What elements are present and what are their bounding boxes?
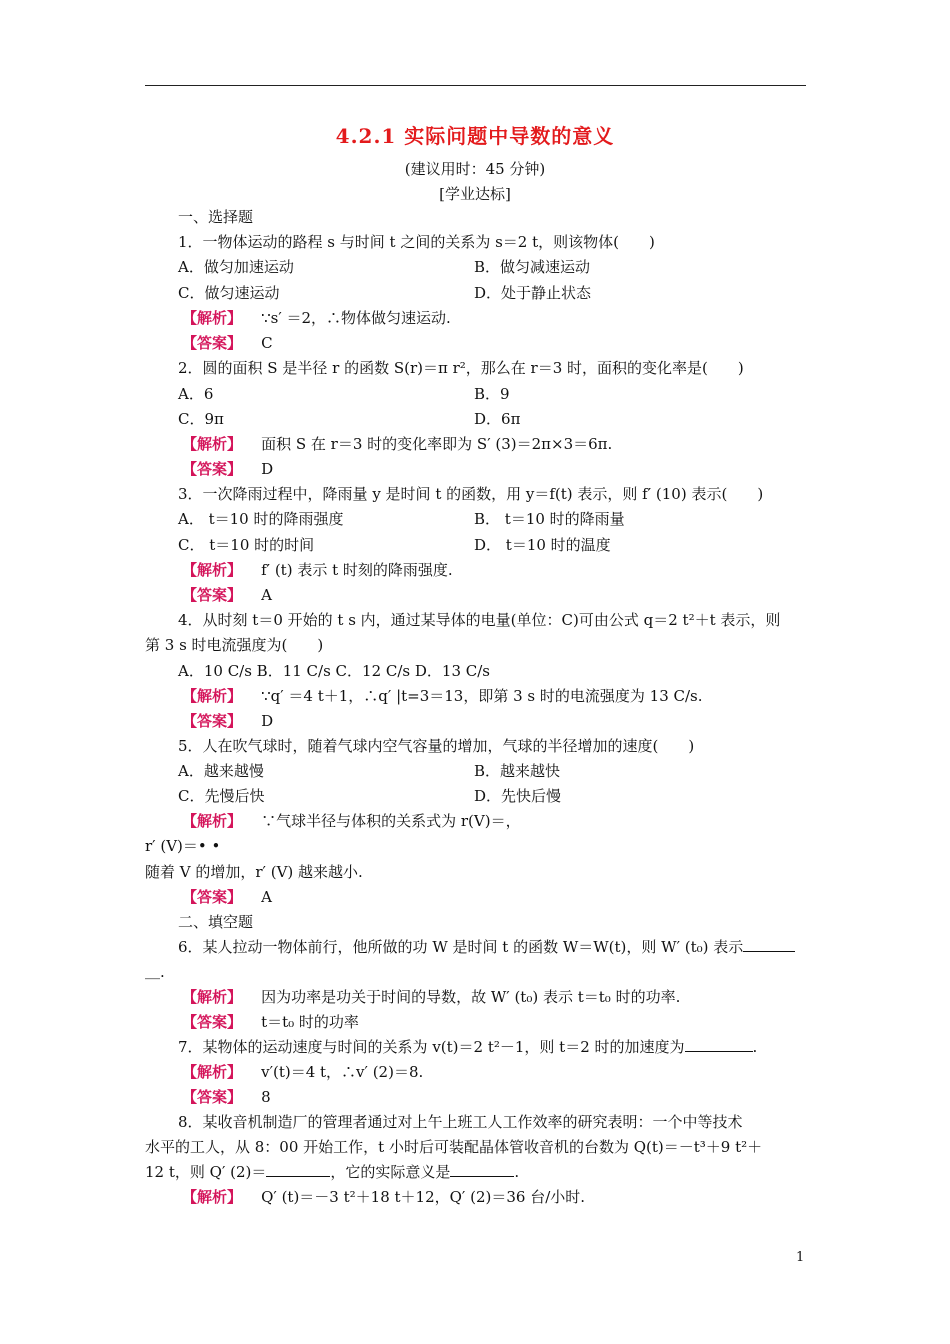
q5-answer xyxy=(182,887,272,907)
analysis-label: 【解析】 xyxy=(182,988,243,1006)
q7-stem-text: 7．某物体的运动速度与时间的关系为 v(t)＝2 t²－1，则 t＝2 时的加速度为 xyxy=(178,1038,685,1056)
q1-answer xyxy=(182,333,273,353)
q7-answer xyxy=(182,1087,271,1107)
page-title: 4.2.1 实际问题中导数的意义 xyxy=(335,124,615,148)
q3-answer-text: A xyxy=(261,586,272,604)
q6-stem-text: 6．某人拉动一物体前行，他所做的功 W 是时间 t 的函数 W＝W(t)，则 W′ (t₀) 表示 xyxy=(178,938,744,956)
q5-option-a: A．越来越慢 xyxy=(178,762,264,780)
q1-answer-text: C xyxy=(261,334,273,352)
q5-option-d: D．先快后慢 xyxy=(474,787,562,805)
q4-stem-line2: 第 3 s 时电流强度为( ) xyxy=(145,636,324,654)
suggested-time: (建议用时：45 分钟) xyxy=(404,160,546,178)
q2-stem: 2．圆的面积 S 是半径 r 的函数 S(r)＝π r²，那么在 r＝3 时，面积的变化率是( ) xyxy=(178,359,744,377)
q8-analysis-text: Q′ (t)＝－3 t²＋18 t＋12，Q′ (2)＝36 台/小时. xyxy=(261,1188,586,1206)
q6-analysis xyxy=(182,987,680,1007)
analysis-label: 【解析】 xyxy=(182,435,243,453)
q3-analysis xyxy=(182,560,453,580)
q5-analysis-line2: r′ (V)＝• • xyxy=(145,837,221,855)
q1-option-d: D．处于静止状态 xyxy=(474,284,592,302)
analysis-label: 【解析】 xyxy=(182,1063,243,1081)
q5-analysis xyxy=(182,811,521,831)
q3-option-d: D． t＝10 时的温度 xyxy=(474,536,611,554)
analysis-label: 【解析】 xyxy=(182,812,243,830)
q5-analysis-line3: 随着 V 的增加，r′ (V) 越来越小. xyxy=(145,863,363,881)
q1-option-b: B．做匀减速运动 xyxy=(474,258,591,276)
answer-label: 【答案】 xyxy=(182,586,243,604)
q2-option-b: B．9 xyxy=(474,385,510,403)
q7-answer-text: 8 xyxy=(261,1088,271,1106)
page-number: 1 xyxy=(796,1250,805,1265)
analysis-label: 【解析】 xyxy=(182,1188,243,1206)
q5-option-c: C．先慢后快 xyxy=(178,787,265,805)
q2-analysis xyxy=(182,434,612,454)
answer-label: 【答案】 xyxy=(182,888,243,906)
q6-blank xyxy=(743,937,795,952)
analysis-label: 【解析】 xyxy=(182,561,243,579)
q6-analysis-text: 因为功率是功关于时间的导数，故 W′ (t₀) 表示 t＝t₀ 时的功率. xyxy=(261,988,681,1006)
q8-stem-part2: ，它的实际意义是 xyxy=(330,1163,451,1181)
section-heading-fill: 二、填空题 xyxy=(178,913,254,931)
header-rule xyxy=(145,85,806,86)
q4-analysis xyxy=(182,686,703,706)
q3-option-b: B． t＝10 时的降雨量 xyxy=(474,510,625,528)
q5-analysis-text: ∵气球半径与体积的关系式为 r(V)＝， xyxy=(261,812,521,830)
q7-blank xyxy=(685,1037,753,1052)
q1-analysis xyxy=(182,308,451,328)
q2-answer xyxy=(182,459,273,479)
answer-label: 【答案】 xyxy=(182,460,243,478)
q3-option-a: A． t＝10 时的降雨强度 xyxy=(178,510,344,528)
q4-answer xyxy=(182,711,273,731)
q8-analysis xyxy=(182,1187,585,1207)
q6-stem-tail: ＿. xyxy=(145,963,165,981)
section-tag: [学业达标] xyxy=(439,185,511,203)
q2-option-d: D．6π xyxy=(474,410,521,428)
section-heading-choice: 一、选择题 xyxy=(178,208,254,226)
q7-analysis-text: v′(t)＝4 t，∴v′ (2)＝8. xyxy=(261,1063,424,1081)
q8-stem-line1: 8．某收音机制造厂的管理者通过对上午上班工人工作效率的研究表明：一个中等技术 xyxy=(178,1113,743,1131)
q3-option-c: C． t＝10 时的时间 xyxy=(178,536,315,554)
q3-answer xyxy=(182,585,272,605)
q2-answer-text: D xyxy=(261,460,274,478)
analysis-label: 【解析】 xyxy=(182,687,243,705)
q8-blank-1 xyxy=(266,1162,330,1177)
q6-stem xyxy=(178,937,795,957)
q6-answer-text: t＝t₀ 时的功率 xyxy=(261,1013,359,1031)
q4-answer-text: D xyxy=(261,712,274,730)
q7-analysis xyxy=(182,1062,423,1082)
q4-stem-line1: 4．从时刻 t＝0 开始的 t s 内，通过某导体的电量(单位：C)可由公式 q＝2 t²＋t 表示，则 xyxy=(178,611,781,629)
answer-label: 【答案】 xyxy=(182,334,243,352)
analysis-label: 【解析】 xyxy=(182,309,243,327)
answer-label: 【答案】 xyxy=(182,712,243,730)
q1-option-a: A．做匀加速运动 xyxy=(178,258,294,276)
q3-stem: 3．一次降雨过程中，降雨量 y 是时间 t 的函数，用 y＝f(t) 表示，则 f′ (10) 表示( ) xyxy=(178,485,764,503)
q5-answer-text: A xyxy=(261,888,272,906)
q8-stem-part1: 12 t，则 Q′ (2)＝ xyxy=(145,1163,267,1181)
q8-stem-line3: 12 t，则 Q′ (2)＝ ，它的实际意义是 . xyxy=(145,1163,520,1181)
q5-option-b: B．越来越快 xyxy=(474,762,561,780)
q1-option-c: C．做匀速运动 xyxy=(178,284,280,302)
q2-analysis-text: 面积 S 在 r＝3 时的变化率即为 S′ (3)＝2π×3＝6π. xyxy=(261,435,613,453)
q4-analysis-text: ∵q′ ＝4 t＋1，∴q′ |t=3＝13，即第 3 s 时的电流强度为 13 C/s. xyxy=(261,687,703,705)
q1-analysis-text: ∵s′ ＝2，∴物体做匀速运动. xyxy=(261,309,451,327)
q1-stem: 1．一物体运动的路程 s 与时间 t 之间的关系为 s＝2 t，则该物体( ) xyxy=(178,233,655,251)
q4-options: A．10 C/s B．11 C/s C．12 C/s D．13 C/s xyxy=(178,662,490,680)
q8-blank-2 xyxy=(450,1162,514,1177)
q2-option-a: A．6 xyxy=(178,385,214,403)
q5-stem: 5．人在吹气球时，随着气球内空气容量的增加，气球的半径增加的速度( ) xyxy=(178,737,695,755)
answer-label: 【答案】 xyxy=(182,1013,243,1031)
q3-analysis-text: f′ (t) 表示 t 时刻的降雨强度. xyxy=(261,561,453,579)
q2-option-c: C．9π xyxy=(178,410,224,428)
q6-answer xyxy=(182,1012,359,1032)
q8-stem-line2: 水平的工人，从 8：00 开始工作，t 小时后可装配晶体管收音机的台数为 Q(t)＝－t³＋9 t²＋ xyxy=(145,1138,763,1156)
answer-label: 【答案】 xyxy=(182,1088,243,1106)
q7-stem: 7．某物体的运动速度与时间的关系为 v(t)＝2 t²－1，则 t＝2 时的加速度为 . xyxy=(178,1038,758,1056)
